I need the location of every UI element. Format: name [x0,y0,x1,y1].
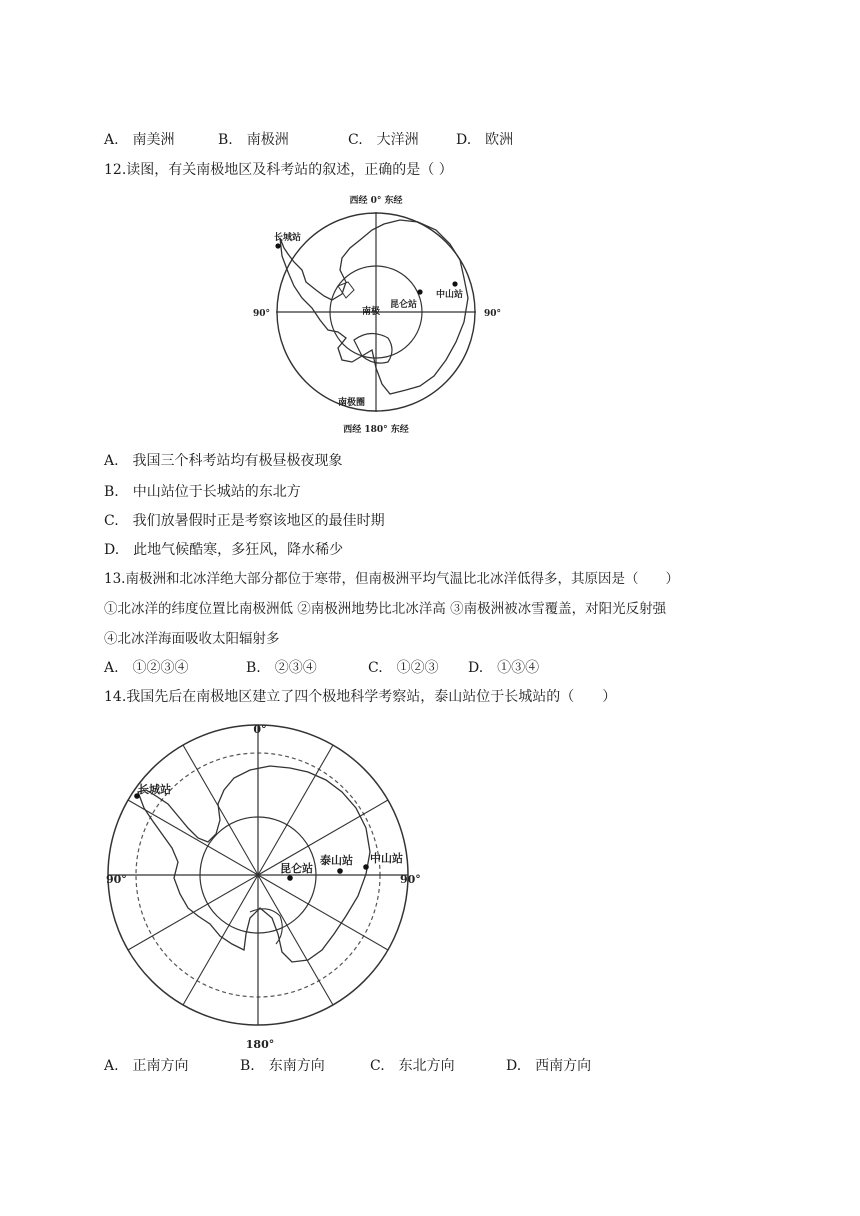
q14-map-top-label: 0° [253,723,267,736]
q12-map-bottom-label: 西经 180° 东经 [343,425,409,435]
q14-option-c: C. 东北方向 [370,1058,455,1074]
q13-option-b: B. ②③④ [246,660,317,676]
q12-station-kunlun: 昆仑站 [390,300,418,310]
q14-map-right-label: 90° [400,873,421,886]
q12-map-left-label: 90° [253,309,271,319]
q12-option-b: B. 中山站位于长城站的东北方 [104,484,301,500]
q12-stem: 12.读图，有关南极地区及科考站的叙述，正确的是（ ） [104,162,453,178]
q14-map-bottom-label: 180° [245,1038,275,1051]
q12-option-d: D. 此地气候酷寒，多狂风，降水稀少 [104,542,344,558]
q14-station-zhongshan: 中山站 [370,852,403,865]
q12-option-c: C. 我们放暑假时正是考察该地区的最佳时期 [104,513,385,529]
q13-option-c: C. ①②③ [368,660,439,676]
q11-option-b: B. 南极洲 [218,132,289,148]
q12-map-top-label: 西经 0° 东经 [349,196,403,206]
q13-stem: 13.南极洲和北冰洋绝大部分都位于寒带，但南极洲平均气温比北冰洋低得多，其原因是（ ） [104,571,679,587]
q14-antarctic-sector-map [100,712,430,1052]
q12-option-a: A. 我国三个科考站均有极昼极夜现象 [104,453,343,469]
q14-station-changcheng: 长城站 [138,783,171,796]
q12-map-circle-label: 南极圈 [338,398,366,408]
q13-reasons-line2: ④北冰洋海面吸收太阳辐射多 [104,631,280,647]
q12-map-right-label: 90° [484,309,502,319]
q14-option-b: B. 东南方向 [240,1058,325,1074]
q11-option-a: A. 南美洲 [104,132,175,148]
q12-antarctic-map [250,190,510,438]
q12-station-zhongshan: 中山站 [436,290,464,300]
q13-option-d: D. ①③④ [468,660,540,676]
q12-station-changcheng: 长城站 [274,233,302,243]
q14-option-a: A. 正南方向 [104,1058,189,1074]
q11-option-c: C. 大洋洲 [348,132,419,148]
q12-map-pole-label: 南极 [362,307,381,317]
q13-reasons-line1: ①北冰洋的纬度位置比南极洲低 ②南极洲地势比北冰洋高 ③南极洲被冰雪覆盖，对阳光反射强 [104,601,667,617]
q14-option-d: D. 西南方向 [506,1058,592,1074]
q14-station-kunlun: 昆仑站 [280,862,313,875]
q14-stem: 14.我国先后在南极地区建立了四个极地科学考察站，泰山站位于长城站的（ ） [104,689,617,705]
q13-option-a: A. ①②③④ [104,660,189,676]
q14-station-taishan: 泰山站 [320,854,353,867]
q14-map-left-label: 90° [106,873,127,886]
q11-option-d: D. 欧洲 [456,132,514,148]
